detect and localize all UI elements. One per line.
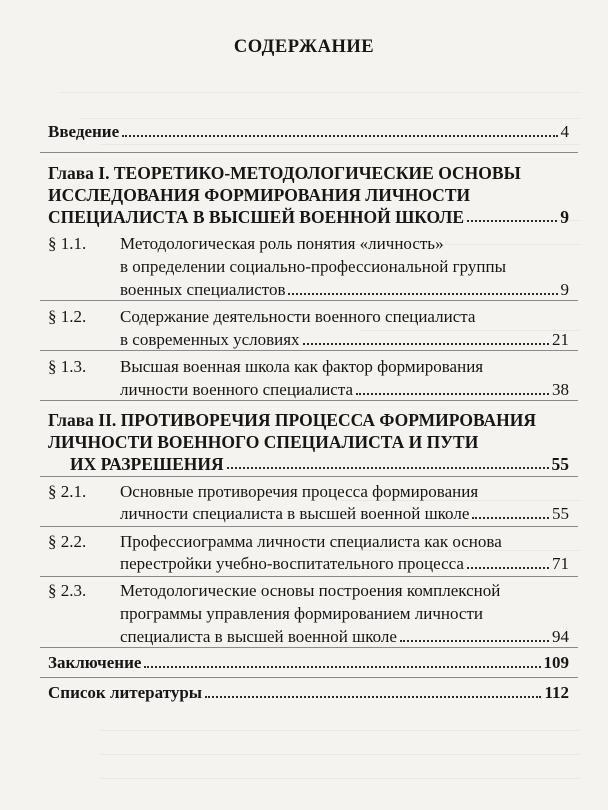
divider bbox=[40, 677, 578, 678]
toc-page-number: 21 bbox=[552, 330, 569, 349]
section-title-last-line bbox=[120, 553, 569, 575]
chapter-title-last-line bbox=[48, 206, 569, 228]
section-title-line: Методологическая роль понятия «личность» bbox=[120, 234, 444, 253]
section-number: § 1.1. bbox=[48, 234, 87, 253]
toc-page-number: 9 bbox=[560, 207, 569, 227]
toc-entry-conclusion[interactable] bbox=[48, 652, 569, 674]
section-number: § 2.1. bbox=[48, 482, 87, 501]
dot-leader bbox=[144, 666, 540, 668]
section-number: § 2.2. bbox=[48, 532, 87, 551]
chapter-title-last-line bbox=[70, 453, 569, 475]
section-title-line: в современных условиях bbox=[120, 330, 300, 349]
section-title-line: Методологические основы построения комплексной bbox=[120, 581, 501, 600]
toc-page-number: 71 bbox=[552, 554, 569, 573]
toc-page-number: 55 bbox=[552, 504, 569, 523]
dot-leader bbox=[467, 567, 549, 569]
section-title-line: личности военного специалиста bbox=[120, 380, 354, 399]
toc-page-number: 112 bbox=[544, 683, 569, 702]
section-title-line: Профессиограмма личности специалиста как основа bbox=[120, 532, 502, 551]
page-title: СОДЕРЖАНИЕ bbox=[233, 37, 375, 57]
section-title-line: Высшая военная школа как фактор формирования bbox=[120, 357, 484, 376]
section-number: § 1.2. bbox=[48, 307, 87, 326]
section-title-line: военных специалистов bbox=[120, 280, 286, 299]
section-title-line: специалиста в высшей военной школе bbox=[120, 627, 397, 646]
toc-entry-label: Заключение bbox=[48, 653, 142, 672]
section-title-line: в определении социально-профессиональной группы bbox=[120, 257, 507, 276]
toc-entry-label: Список литературы bbox=[48, 683, 203, 702]
toc-page-number: 55 bbox=[551, 454, 569, 474]
section-title-last-line bbox=[120, 279, 569, 301]
dot-leader bbox=[472, 517, 549, 519]
toc-page-number: 9 bbox=[560, 280, 569, 299]
divider bbox=[40, 300, 578, 301]
section-title-line: перестройки учебно-воспитательного процесса bbox=[120, 554, 464, 573]
divider bbox=[40, 152, 578, 153]
chapter-title-line: Глава I. ТЕОРЕТИКО-МЕТОДОЛОГИЧЕСКИЕ ОСНОВЫ bbox=[48, 163, 521, 183]
chapter-title-line: ЛИЧНОСТИ ВОЕННОГО СПЕЦИАЛИСТА И ПУТИ bbox=[48, 432, 479, 452]
divider bbox=[40, 647, 578, 648]
section-title-last-line bbox=[120, 503, 569, 525]
toc-entry-references[interactable] bbox=[48, 682, 569, 704]
dot-leader bbox=[205, 696, 541, 698]
chapter-title-line: СПЕЦИАЛИСТА В ВЫСШЕЙ ВОЕННОЙ ШКОЛЕ bbox=[48, 207, 465, 227]
dot-leader bbox=[400, 640, 549, 642]
divider bbox=[40, 400, 578, 401]
chapter-title-line: ИССЛЕДОВАНИЯ ФОРМИРОВАНИЯ ЛИЧНОСТИ bbox=[48, 185, 471, 205]
dot-leader bbox=[303, 343, 549, 345]
toc-page-number: 38 bbox=[552, 380, 569, 399]
dot-leader bbox=[122, 135, 557, 137]
divider bbox=[40, 576, 578, 577]
toc-entry-intro[interactable] bbox=[48, 121, 569, 143]
dot-leader bbox=[227, 467, 549, 469]
section-title-last-line bbox=[120, 329, 569, 351]
section-number: § 1.3. bbox=[48, 357, 87, 376]
divider bbox=[40, 476, 578, 477]
section-number: § 2.3. bbox=[48, 581, 87, 600]
divider bbox=[40, 526, 578, 527]
section-title-line: Основные противоречия процесса формирования bbox=[120, 482, 479, 501]
toc-entry-label: Введение bbox=[48, 122, 120, 141]
section-title-line: Содержание деятельности военного специалиста bbox=[120, 307, 476, 326]
section-title-last-line bbox=[120, 626, 569, 648]
dot-leader bbox=[288, 293, 557, 295]
toc-page-number: 4 bbox=[560, 122, 569, 141]
chapter-title-line: ИХ РАЗРЕШЕНИЯ bbox=[70, 454, 224, 474]
section-title-line: личности специалиста в высшей военной школе bbox=[120, 504, 470, 523]
dot-leader bbox=[467, 220, 557, 222]
toc-page-number: 94 bbox=[552, 627, 569, 646]
divider bbox=[40, 350, 578, 351]
section-title-line: программы управления формированием личности bbox=[120, 604, 483, 623]
dot-leader bbox=[356, 393, 549, 395]
chapter-title-line: Глава II. ПРОТИВОРЕЧИЯ ПРОЦЕССА ФОРМИРОВАНИЯ bbox=[48, 410, 537, 430]
toc-page-number: 109 bbox=[543, 653, 569, 672]
section-title-last-line bbox=[120, 379, 569, 401]
